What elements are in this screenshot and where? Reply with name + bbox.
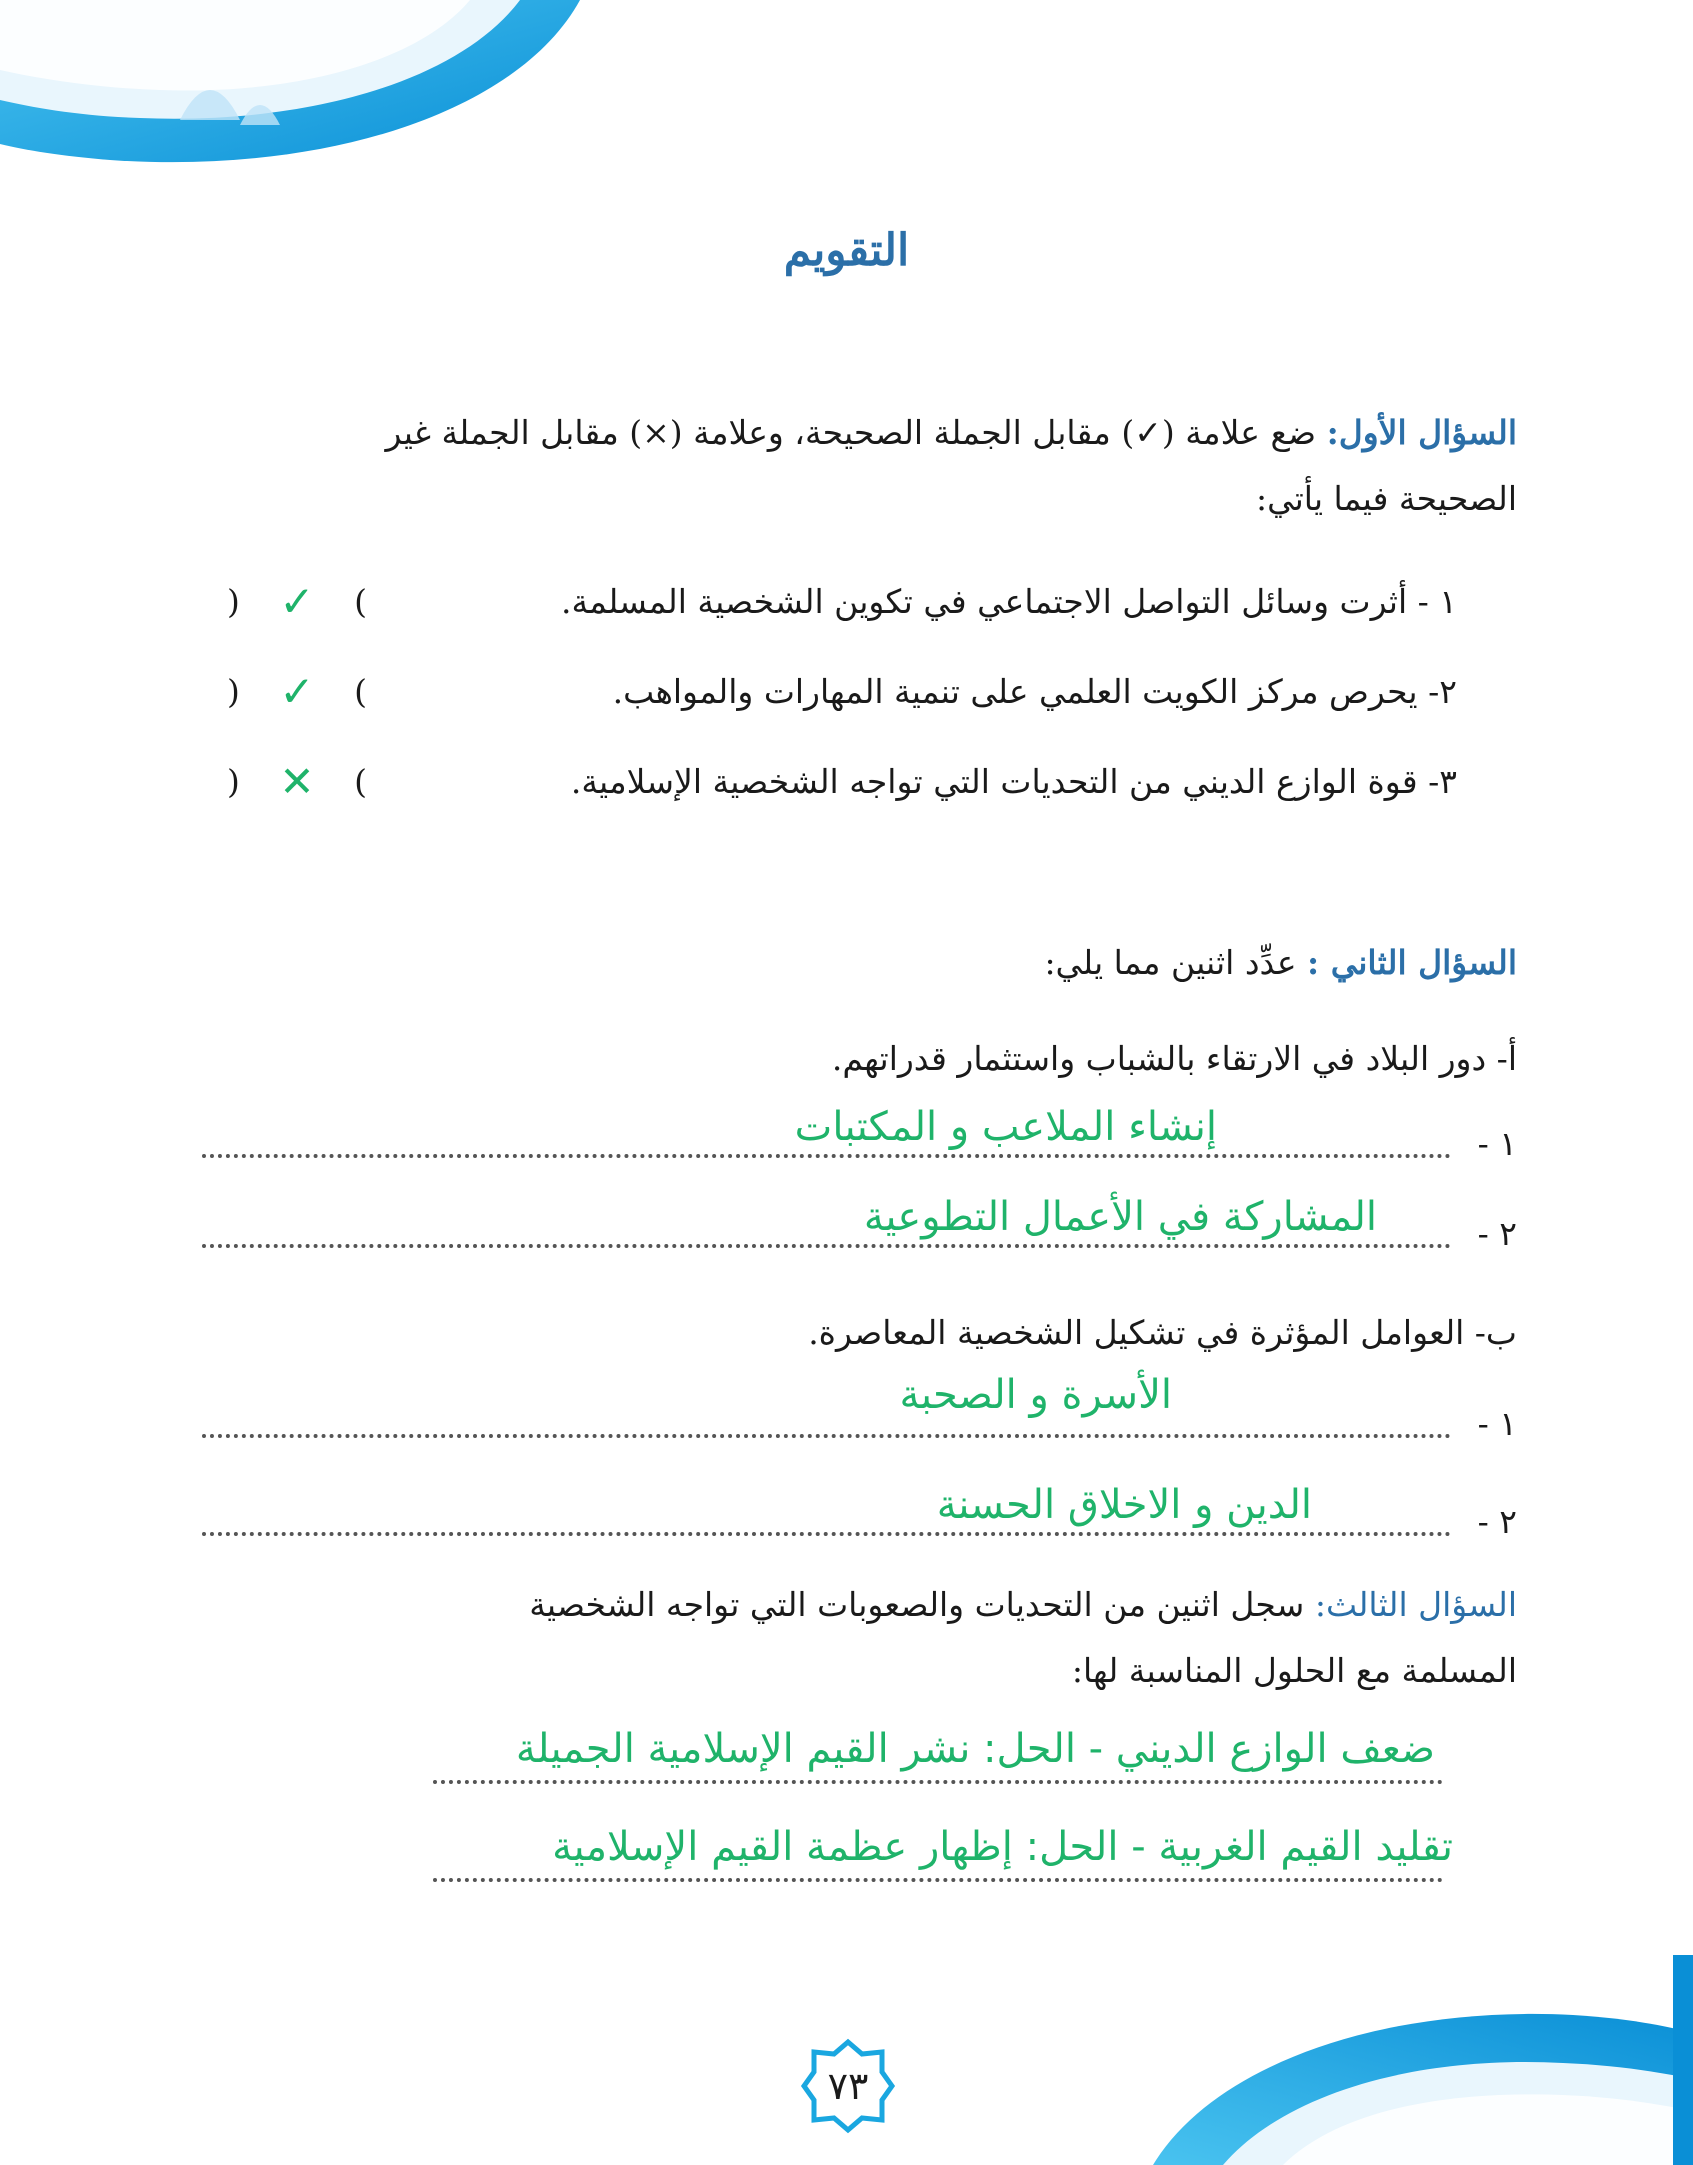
checkmark-icon: ✓: [279, 667, 315, 716]
question-1-line-2: الصحيحة فيما يأتي:: [1256, 479, 1517, 518]
answer-line: [172, 1100, 1517, 1164]
cross-icon: ✕: [279, 757, 315, 806]
dotted-line: [202, 1154, 1451, 1158]
question-3-line-2: المسلمة مع الحلول المناسبة لها:: [1071, 1651, 1517, 1690]
question-3-instruction: [172, 1572, 1517, 1704]
answer-mark-box: [227, 662, 367, 722]
dotted-line: [433, 1878, 1443, 1882]
dotted-line: [202, 1244, 1451, 1248]
question-3-label: السؤال الثالث:: [1314, 1585, 1517, 1624]
dotted-line: [433, 1780, 1443, 1784]
answer-number: ١ -: [1477, 1124, 1517, 1163]
dotted-line: [202, 1532, 1451, 1536]
paren-close: (: [354, 582, 367, 621]
question-2-line: [172, 930, 1517, 996]
item-text: ٣- قوة الوازع الديني من التحديات التي تواجه الشخصية الإسلامية.: [570, 762, 1457, 801]
question-2-label: السؤال الثاني :: [1307, 943, 1517, 982]
part-b-heading: [172, 1300, 1517, 1366]
page-number: ٧٣: [827, 2064, 869, 2108]
bottom-wave-decoration: [1133, 1955, 1693, 2165]
answer-line: [172, 1190, 1517, 1254]
answer-number: ١ -: [1477, 1404, 1517, 1443]
paren-close: (: [354, 762, 367, 801]
item-text: ٢- يحرص مركز الكويت العلمي على تنمية المهارات والمواهب.: [612, 672, 1457, 711]
dotted-line: [202, 1434, 1451, 1438]
page-number-badge: [800, 2038, 896, 2134]
handwritten-answer: الدين و الاخلاق الحسنة: [936, 1482, 1312, 1528]
question-1-instruction-text: ضع علامة (✓) مقابل الجملة الصحيحة، وعلامة (×) مقابل الجملة غير: [385, 413, 1317, 452]
handwritten-answer: إنشاء الملاعب و المكتبات: [794, 1104, 1217, 1150]
true-false-item: [227, 572, 1457, 632]
handwritten-answer: المشاركة في الأعمال التطوعية: [863, 1194, 1377, 1240]
answer-number: ٢ -: [1477, 1502, 1517, 1541]
paren-open: ): [227, 672, 240, 711]
question-1-label: السؤال الأول:: [1326, 413, 1517, 452]
answer-number: ٢ -: [1477, 1214, 1517, 1253]
answer-line: [172, 1372, 1517, 1444]
handwritten-answer: الأسرة و الصحبة: [899, 1372, 1172, 1418]
item-text: ١ - أثرت وسائل التواصل الاجتماعي في تكوين الشخصية المسلمة.: [560, 582, 1457, 621]
true-false-item: [227, 662, 1457, 722]
part-a-heading: [172, 1026, 1517, 1092]
paren-open: ): [227, 582, 240, 621]
page-title: التقويم: [783, 225, 910, 276]
answer-mark-box: [227, 572, 367, 632]
paren-open: ): [227, 762, 240, 801]
answer-mark-box: [227, 752, 367, 812]
answer-line: [433, 1822, 1453, 1888]
question-1-line-1: [172, 400, 1517, 466]
question-2-instruction-text: عدِّد اثنين مما يلي:: [1044, 943, 1297, 982]
part-b-heading-text: ب- العوامل المؤثرة في تشكيل الشخصية المعاصرة.: [808, 1313, 1517, 1352]
part-a-heading-text: أ- دور البلاد في الارتقاء بالشباب واستثمار قدراتهم.: [831, 1039, 1517, 1078]
true-false-item: [227, 752, 1457, 812]
answer-line: [172, 1478, 1517, 1542]
answer-line: [433, 1724, 1443, 1790]
checkmark-icon: ✓: [279, 577, 315, 626]
question-3-instruction-text: سجل اثنين من التحديات والصعوبات التي تواجه الشخصية: [529, 1585, 1305, 1624]
handwritten-answer: ضعف الوازع الديني - الحل: نشر القيم الإسلامية الجميلة: [515, 1726, 1435, 1772]
question-2-instruction: [172, 930, 1517, 996]
paren-close: (: [354, 672, 367, 711]
question-1-instruction: [172, 400, 1517, 532]
handwritten-answer: تقليد القيم الغربية - الحل: إظهار عظمة القيم الإسلامية: [552, 1824, 1453, 1870]
question-3-line-1: [172, 1572, 1517, 1638]
top-wave-decoration: [0, 0, 600, 190]
